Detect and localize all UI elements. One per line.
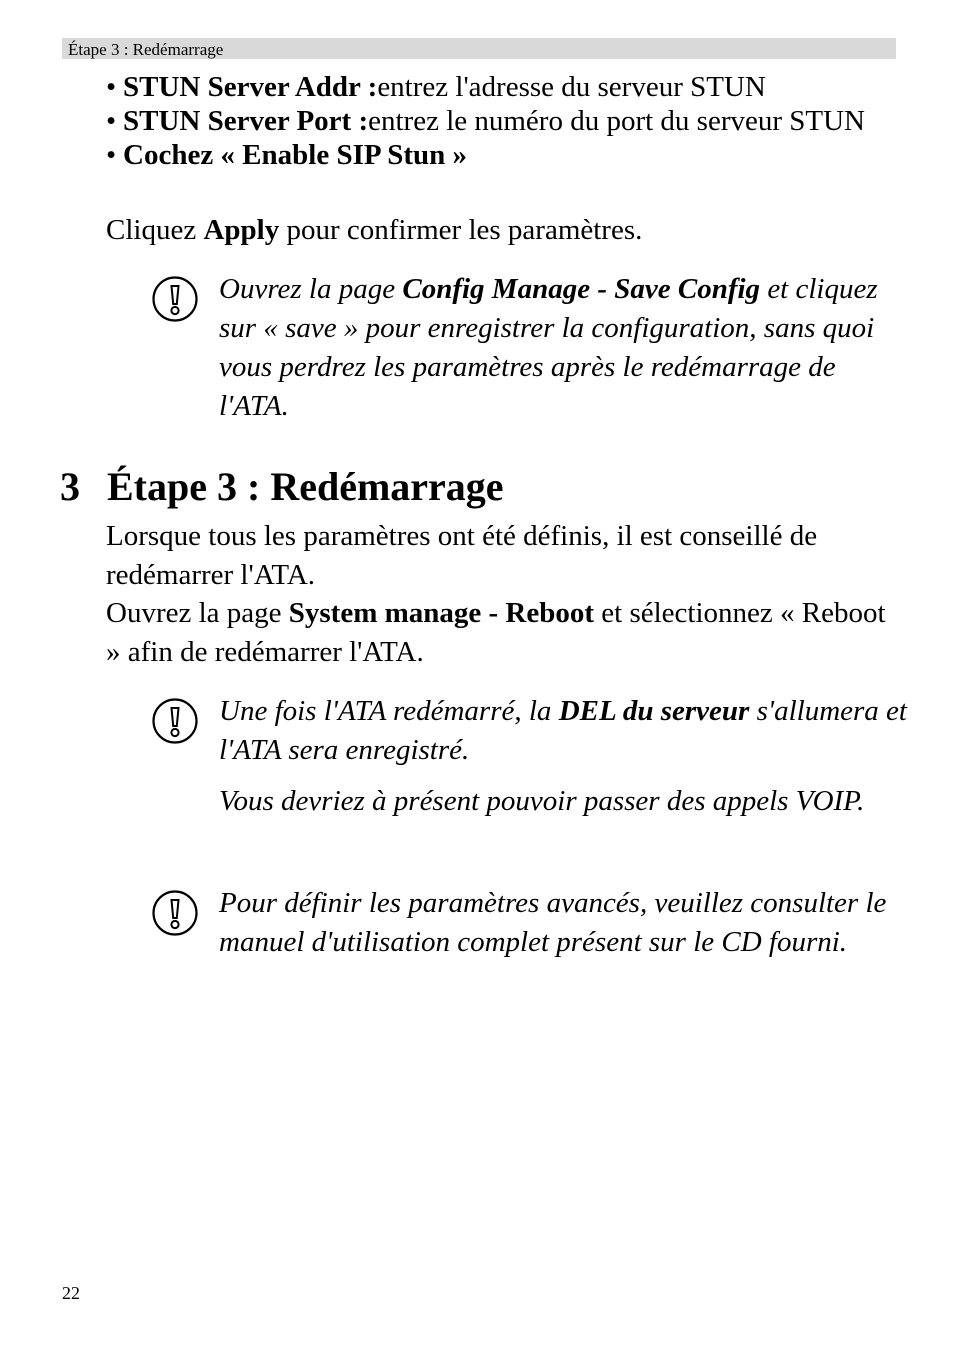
- bullet-term: Cochez « Enable SIP Stun »: [123, 139, 468, 171]
- exclamation-note-icon: [151, 889, 199, 937]
- list-item: • STUN Server Port :entrez le numéro du port du serveur STUN: [106, 105, 865, 137]
- note-led: Une fois l'ATA redémarré, la DEL du serveur s'allumera et l'ATA sera enregistré.: [219, 695, 907, 766]
- bullet-term: STUN Server Addr :: [123, 71, 378, 103]
- exclamation-note-icon: [151, 697, 199, 745]
- note-voip: Vous devriez à présent pouvoir passer des appels VOIP.: [219, 785, 865, 817]
- running-header: [62, 38, 896, 59]
- running-header-title: Étape 3 : Redémarrage: [68, 40, 224, 59]
- bullet-term: STUN Server Port :: [123, 105, 369, 137]
- apply-term: Apply: [203, 214, 280, 246]
- menu-path: System manage - Reboot: [288, 597, 595, 629]
- list-item: • Cochez « Enable SIP Stun »: [106, 139, 468, 171]
- bullet-text: entrez le numéro du port du serveur STUN: [368, 105, 865, 137]
- note-save-config: Ouvrez la page Config Manage - Save Config et cliquez sur « save » pour enregistrer la configuration, sans quoi vous perdrez les paramètres après le redémarrage de l'ATA.: [219, 273, 878, 422]
- note-bold-term: Config Manage - Save Config: [402, 273, 761, 305]
- exclamation-note-icon: [151, 275, 199, 323]
- section-title: Étape 3 : Redémarrage: [107, 464, 504, 509]
- body-paragraph: Lorsque tous les paramètres ont été définis, il est conseillé de redémarrer l'ATA.: [106, 520, 818, 591]
- list-item: • STUN Server Addr :entrez l'adresse du serveur STUN: [106, 71, 766, 103]
- page-number: 22: [62, 1283, 80, 1303]
- section-heading: [60, 462, 504, 512]
- note-advanced: Pour définir les paramètres avancés, veuillez consulter le manuel d'utilisation complet présent sur le CD fourni.: [219, 887, 887, 958]
- note-bold-term: DEL du serveur: [558, 695, 750, 727]
- stun-settings-list: [106, 70, 866, 172]
- body-paragraph: Ouvrez la page System manage - Reboot et sélectionnez « Reboot » afin de redémarrer l'ATA.: [106, 597, 886, 668]
- bullet-text: entrez l'adresse du serveur STUN: [377, 71, 766, 103]
- apply-paragraph: Cliquez Apply pour confirmer les paramètres.: [106, 214, 643, 246]
- section-number: 3: [60, 464, 80, 509]
